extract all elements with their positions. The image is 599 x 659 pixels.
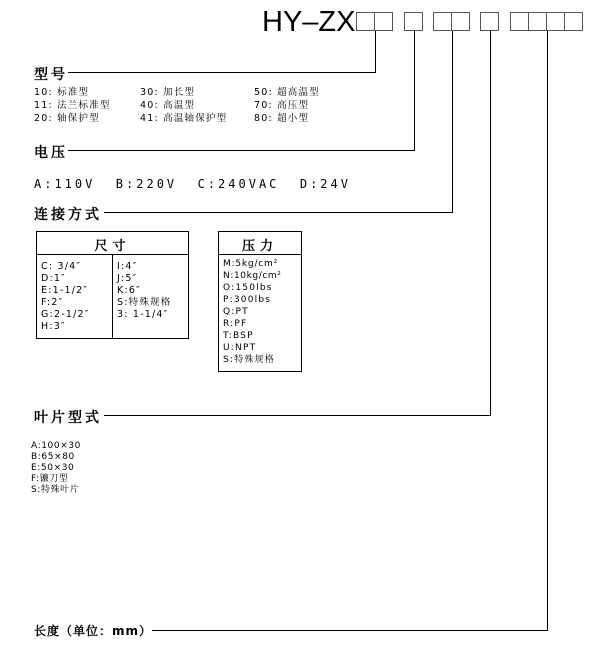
pressure-item: R:PF: [223, 319, 248, 329]
size-item: S:特殊规格: [117, 297, 172, 308]
size-item: G:2-1/2″: [41, 309, 90, 320]
code-box-voltage: [404, 12, 423, 31]
section-blade-title: 叶片型式: [34, 410, 102, 426]
blade-item: E:50×30: [31, 463, 75, 473]
connector-voltage-v: [414, 31, 415, 150]
section-voltage-title: 电压: [34, 145, 68, 161]
connector-blade-h: [104, 415, 491, 416]
pressure-item: T:BSP: [223, 331, 254, 341]
connector-model-h: [68, 72, 376, 73]
connector-length-v: [547, 31, 548, 630]
model-item: 50: 超高温型: [254, 87, 320, 98]
model-code-prefix: HY–ZX: [262, 6, 356, 38]
size-item: H:3″: [41, 321, 66, 332]
connector-voltage-h: [68, 150, 415, 151]
model-item: 11: 法兰标准型: [34, 100, 111, 111]
code-box-model-1: [356, 12, 375, 31]
connector-blade-v: [490, 31, 491, 415]
code-box-length-3: [546, 12, 565, 31]
section-model-title: 型号: [34, 67, 68, 83]
code-box-blade: [480, 12, 499, 31]
size-item: K:6″: [117, 285, 141, 296]
code-box-connection-2: [451, 12, 470, 31]
pressure-item: O:150lbs: [223, 283, 273, 293]
size-item: C: 3/4″: [41, 261, 82, 272]
model-item: 80: 超小型: [254, 113, 310, 124]
connector-length-h: [152, 630, 548, 631]
pressure-item: Q:PT: [223, 307, 249, 317]
code-box-length-2: [528, 12, 547, 31]
connector-connection-h: [104, 212, 453, 213]
blade-item: S:特殊叶片: [31, 485, 80, 495]
size-item: 3: 1-1/4″: [117, 309, 169, 320]
model-item: 20: 轴保护型: [34, 113, 100, 124]
section-connection-title: 连接方式: [34, 207, 102, 223]
model-item: 10: 标准型: [34, 87, 90, 98]
pressure-item: M:5kg/cm²: [223, 259, 279, 269]
pressure-item: P:300lbs: [223, 295, 272, 305]
model-item: 41: 高温轴保护型: [140, 113, 228, 124]
pressure-box-title: 压力: [241, 239, 278, 254]
size-box-title: 尺寸: [94, 239, 131, 254]
code-box-length-1: [510, 12, 529, 31]
size-item: J:5″: [117, 273, 138, 284]
size-box-column-divider: [112, 254, 113, 339]
section-length-title: 长度（单位：mm）: [34, 624, 153, 638]
model-item: 30: 加长型: [140, 87, 196, 98]
size-item: F:2″: [41, 297, 64, 308]
model-item: 70: 高压型: [254, 100, 310, 111]
pressure-item: N:10kg/cm²: [223, 271, 282, 281]
connector-model-v: [375, 31, 376, 72]
pressure-item: U:NPT: [223, 343, 257, 353]
blade-item: A:100×30: [31, 441, 82, 451]
code-box-model-2: [374, 12, 393, 31]
size-item: I:4″: [117, 261, 138, 272]
model-item: 40: 高温型: [140, 100, 196, 111]
pressure-item: S:特殊规格: [223, 355, 275, 365]
code-box-length-4: [564, 12, 583, 31]
size-item: E:1-1/2″: [41, 285, 89, 296]
connector-connection-v: [452, 31, 453, 212]
blade-item: B:65×80: [31, 452, 75, 462]
blade-item: F:镰刀型: [31, 474, 69, 484]
pressure-box-divider: [218, 254, 302, 255]
voltage-options: A:110V B:220V C:240VAC D:24V: [34, 177, 351, 191]
code-box-connection-1: [433, 12, 452, 31]
size-item: D:1″: [41, 273, 66, 284]
